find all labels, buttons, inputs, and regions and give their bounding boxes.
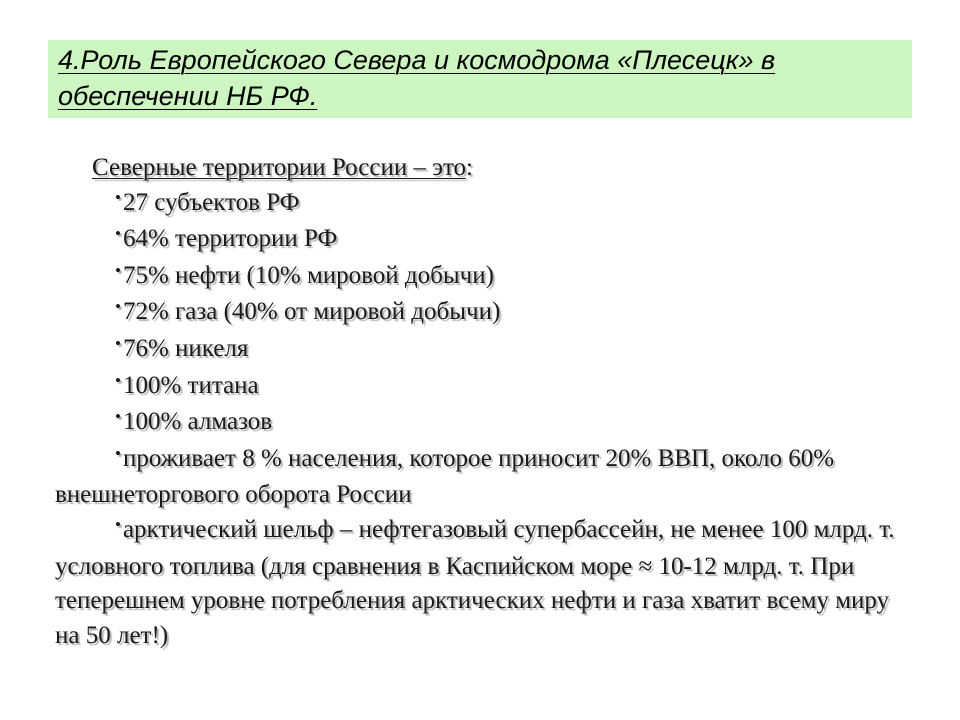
list-item-text: 76% никеля bbox=[122, 334, 249, 362]
bullet-icon: • bbox=[115, 260, 121, 280]
list-item-text: 100% титана bbox=[122, 371, 259, 399]
bullet-icon: • bbox=[115, 370, 121, 390]
list-item-text: 75% нефти (10% мировой добычи) bbox=[122, 261, 494, 289]
slide-title: 4.Роль Европейского Севера и космодрома «Плесецк» в обеспечении НБ РФ. bbox=[58, 45, 776, 111]
list-item-text: арктический шельф – нефтегазовый супербассейн, не менее 100 млрд. т. условного топлива (для сравнения в Каспийском море ≈ 10-12 млрд. т. При теперешнем уровне потребления арктических нефти и газа хватит всему миру на 50 лет!) bbox=[55, 515, 895, 649]
list-item bbox=[55, 259, 915, 296]
list-item-text: 27 субъектов РФ bbox=[122, 188, 300, 216]
list-item bbox=[55, 332, 915, 369]
list-item bbox=[55, 405, 915, 442]
list-item-text: 72% газа (40% от мировой добычи) bbox=[122, 298, 501, 326]
list-item bbox=[55, 369, 915, 406]
bullet-icon: • bbox=[115, 514, 121, 534]
slide-body bbox=[55, 151, 915, 653]
bullet-icon: • bbox=[115, 333, 121, 353]
title-banner bbox=[48, 40, 912, 118]
bullet-icon: • bbox=[115, 297, 121, 317]
list-item bbox=[55, 222, 915, 259]
bullet-icon: • bbox=[115, 224, 121, 244]
list-item-text: 100% алмазов bbox=[122, 408, 273, 436]
bullet-icon: • bbox=[115, 443, 121, 463]
list-item bbox=[55, 186, 915, 223]
list-item-text: 64% территории РФ bbox=[122, 225, 338, 253]
intro-line bbox=[55, 151, 915, 186]
list-item-text: проживает 8 % населения, которое приносит 20% ВВП, около 60% внешнеторгового оборота России bbox=[55, 444, 835, 509]
bullet-icon: • bbox=[115, 407, 121, 427]
list-item bbox=[55, 295, 915, 332]
intro-text: Северные территории России – это bbox=[92, 154, 467, 181]
list-item bbox=[55, 513, 915, 653]
facts-list bbox=[55, 186, 915, 654]
bullet-icon: • bbox=[115, 187, 121, 207]
list-item bbox=[55, 442, 915, 513]
intro-colon: : bbox=[466, 154, 473, 181]
